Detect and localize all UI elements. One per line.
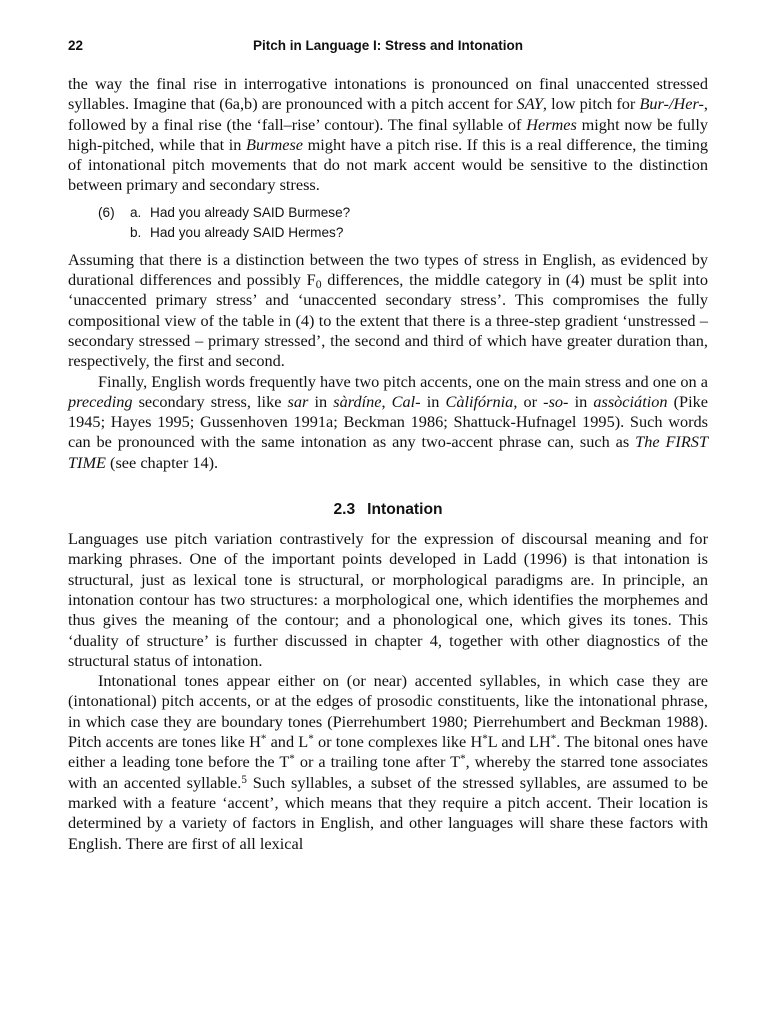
- italic-text: assòciátion: [593, 391, 668, 411]
- paragraph-2: [68, 250, 708, 372]
- italic-text: Càlifórnia: [445, 391, 514, 411]
- italic-text: Cal-: [391, 391, 421, 411]
- footnote-marker[interactable]: 5: [241, 773, 247, 786]
- italic-text: preceding: [68, 391, 133, 411]
- subscript: 0: [315, 278, 322, 291]
- italic-text: Hermes: [526, 114, 577, 134]
- italic-text: Bur-/Her-: [639, 94, 704, 114]
- text-run: the way the final rise in interrogative intonations is pronounced on final unaccented stressed syllables. Imagine that (6a,b) are pronounced with a pitch accent for: [68, 74, 708, 114]
- text-run: Finally, English words frequently have two pitch accents, one on the main stress and one on a: [98, 371, 708, 391]
- text-run: , whereby the starred tone associates with an accented syllable.: [68, 752, 708, 792]
- text-run: , or: [513, 391, 544, 411]
- text-run: , low pitch for: [542, 94, 640, 114]
- example-text: Had you already SAID Hermes?: [150, 225, 344, 241]
- page-number: 22: [68, 38, 84, 53]
- example-number: (6): [98, 204, 115, 220]
- body-text: [68, 74, 708, 854]
- example-letter: a.: [130, 204, 142, 220]
- star-superscript: *: [260, 733, 267, 746]
- italic-text: sar: [287, 391, 309, 411]
- text-run: in: [420, 391, 446, 411]
- example-text: Had you already SAID Burmese?: [150, 204, 351, 220]
- example-letter: b.: [130, 225, 142, 241]
- text-run: and L: [266, 732, 309, 752]
- running-head: [68, 38, 708, 58]
- example-block-6: [98, 203, 708, 244]
- text-run: or a trailing tone after T: [294, 752, 461, 772]
- italic-text: The FIRST TIME: [68, 432, 708, 472]
- section-heading: [68, 500, 708, 520]
- section-title: Intonation: [367, 501, 443, 519]
- text-run: might now be fully high-pitched, while that in: [68, 114, 708, 154]
- section-number: 2.3: [333, 501, 356, 519]
- text-run: , followed by a final rise (the ‘fall–rise’ contour). The final syllable of: [68, 94, 708, 134]
- example-6a: [98, 203, 708, 224]
- paragraph-5: [68, 671, 708, 854]
- star-superscript: *: [482, 733, 488, 746]
- paragraph-1: [68, 74, 708, 196]
- italic-text: -so-: [543, 391, 569, 411]
- text-run: (see chapter 14).: [105, 452, 219, 472]
- example-6b: [98, 223, 708, 244]
- text-run: might have a pitch rise. If this is a real difference, the timing of intonational pitch movements that do not mark accent would be sensitive to the distinction between primary and secondary stress.: [68, 134, 709, 195]
- text-run: in: [568, 391, 594, 411]
- text-run: secondary stress, like: [132, 391, 288, 411]
- paragraph-3: [68, 372, 708, 473]
- text-run: (Pike 1945; Hayes 1995; Gussenhoven 1991a; Beckman 1986; Shattuck-Hufnagel 1995). Such words can be pronounced with the same intonation as any two-accent phrase can, such as: [68, 391, 708, 452]
- text-run: Assuming that there is a distinction between the two types of stress in English, as evidenced by durational differences and possibly F: [68, 249, 708, 290]
- star-superscript: *: [550, 733, 557, 746]
- italic-text: sàrdíne: [333, 391, 382, 411]
- text-run: ,: [381, 391, 392, 411]
- text-run: L and LH: [487, 732, 551, 752]
- text-run: Such syllables, a subset of the stressed syllables, are assumed to be marked with a feature ‘accent’, which means that they require a pitch accent. Their location is determined by a variety of factors in English, and other languages will share these factors with English. There are first of all lexical: [68, 772, 709, 853]
- star-superscript: *: [289, 753, 295, 766]
- text-run: or tone complexes like H: [313, 732, 483, 752]
- text-run: differences, the middle category in (4) must be split into ‘unaccented primary stress’ and ‘unaccented secondary stress’. This compromises the fully compositional view of the table in (4) to the extent that there is a three-step gradient ‘unstressed – secondary stressed – primary stressed’, the second and third of which have greater duration than, respectively, the first and second.: [68, 270, 708, 371]
- example-number-spacer: [98, 223, 130, 244]
- text-run: in: [308, 391, 334, 411]
- text-run: . The bitonal ones have either a leading tone before the T: [68, 732, 709, 772]
- star-superscript: *: [460, 753, 466, 766]
- paragraph-4: Languages use pitch variation contrastively for the expression of discoursal meaning and for marking phrases. One of the important points developed in Ladd (1996) is that intonation is structural, just as lexical tone is structural, or morphological paradigms are. In principle, an intonation contour has two structures: a morphological one, which identifies the morphemes and thus gives the meaning of the contour; and a phonological one, which gives its tones. This ‘duality of structure’ is further discussed in chapter 4, together with other diagnostics of the structural status of intonation.: [68, 529, 708, 670]
- chapter-title: Pitch in Language I: Stress and Intonation: [252, 38, 524, 53]
- italic-text: SAY: [516, 94, 543, 114]
- text-run: Intonational tones appear either on (or near) accented syllables, in which case they are (intonational) pitch accents, or at the edges of prosodic constituents, like the intonational phrase, in which case they are boundary tones (Pierrehumbert 1980; Pierrehumbert and Beckman 1988). Pitch accents are tones like H: [68, 671, 708, 752]
- star-superscript: *: [308, 733, 314, 746]
- italic-text: Burmese: [246, 134, 304, 154]
